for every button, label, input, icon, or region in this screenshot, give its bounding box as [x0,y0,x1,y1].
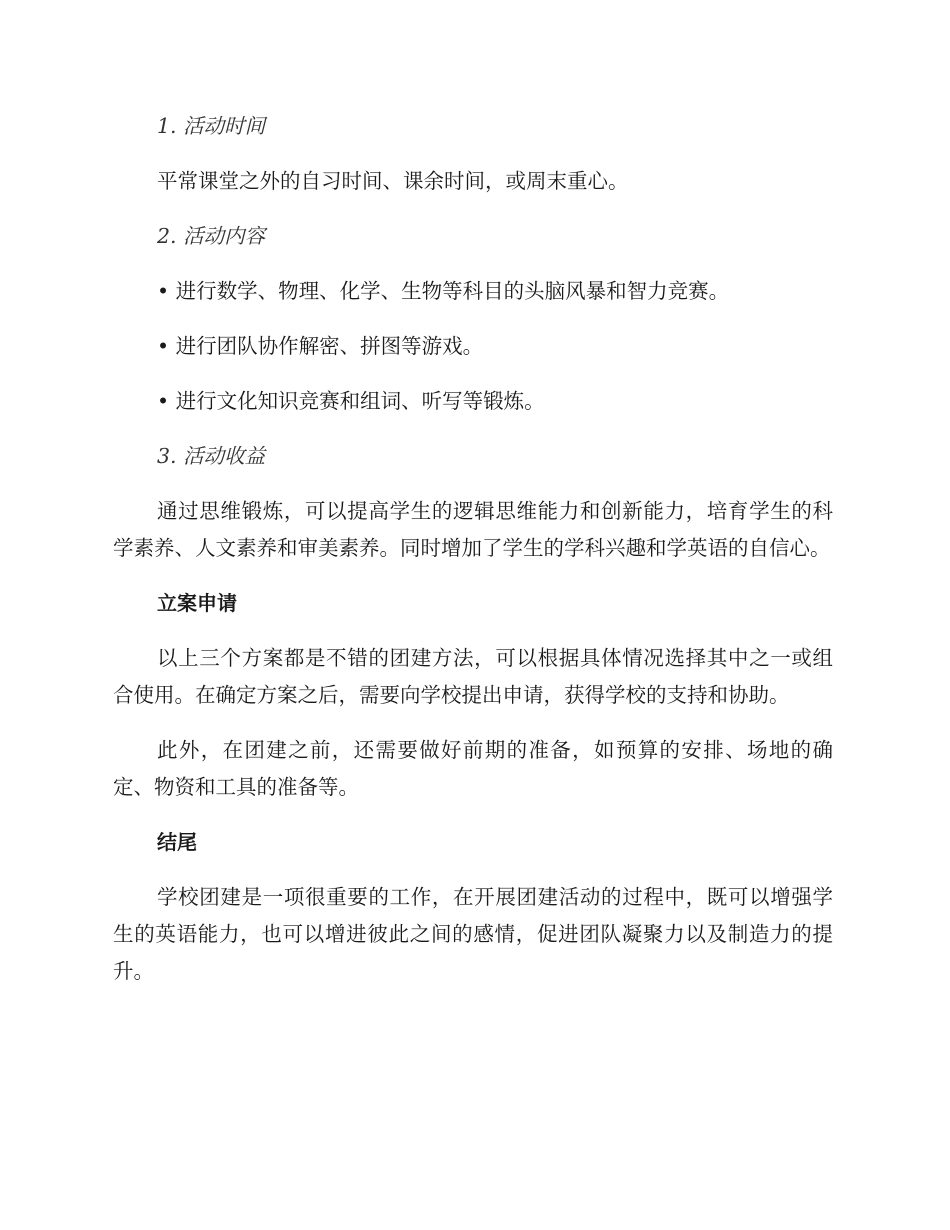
paragraph-proposal-1: 以上三个方案都是不错的团建方法，可以根据具体情况选择其中之一或组合使用。在确定方案之后，需要向学校提出申请，获得学校的支持和协助。 [113,646,833,707]
paragraph-activity-time: 平常课堂之外的自习时间、课余时间，或周末重心。 [157,169,629,193]
paragraph-conclusion: 学校团建是一项很重要的工作，在开展团建活动的过程中，既可以增强学生的英语能力，也可以增进彼此之间的感情，促进团队凝聚力以及制造力的提升。 [113,885,833,983]
bullet-item-1: • 进行数学、物理、化学、生物等科目的头脑风暴和智力竞赛。 [157,279,730,303]
subheading-activity-time: 1. 活动时间 [157,114,266,138]
paragraph-activity-benefit: 通过思维锻炼，可以提高学生的逻辑思维能力和创新能力，培育学生的科学素养、人文素养和审美素养。同时增加了学生的学科兴趣和学英语的自信心。 [113,499,833,560]
subheading-activity-benefit: 3. 活动收益 [157,444,266,468]
subheading-activity-content: 2. 活动内容 [157,224,266,248]
bullet-item-3: • 进行文化知识竞赛和组词、听写等锻炼。 [157,389,545,413]
heading-proposal: 立案申请 [157,591,237,615]
bullet-item-2: • 进行团队协作解密、拼图等游戏。 [157,334,484,358]
document-body [113,108,833,1008]
heading-conclusion: 结尾 [157,830,197,854]
paragraph-proposal-2: 此外，在团建之前，还需要做好前期的准备，如预算的安排、场地的确定、物资和工具的准备等。 [113,738,833,799]
